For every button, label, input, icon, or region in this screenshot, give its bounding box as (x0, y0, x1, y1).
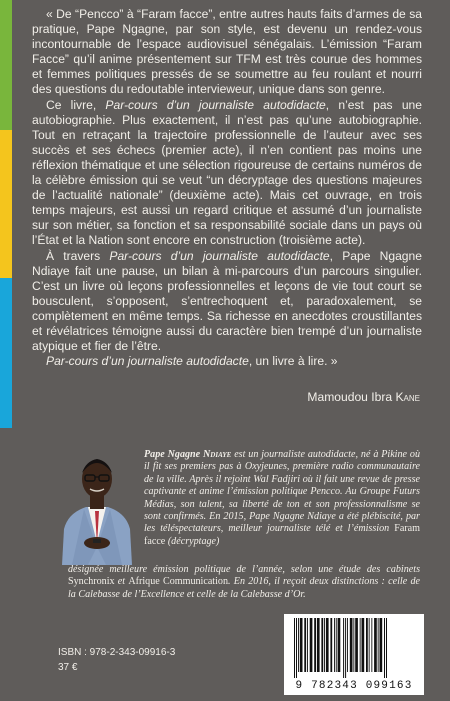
author-biography-continued: désignée meilleure émission politique de l’année, selon une étude des cabinets Synchronix et Afrique Communication. En 2016, il reçoit deux distinctions : celle de la Calebasse de l’Excellence et celle de la Calebasse d’Or. (68, 564, 420, 600)
author-biography: Pape Ngagne Ndiaye est un journaliste autodidacte, né à Pikine où il fit ses premiers pas à Oxyjeunes, première radio communautaire de la ville. Après il rejoint Wal Fadjiri où il fait une revue de presse captivante et anime l’émission politique Pencco. Au Groupe Futurs Médias, son talent, sa liberté de ton et son professionnalisme se sont confirmés. En 2015, Pape Ngagne Ndiaye a été plébiscité, par les téléspectateurs, meilleur journaliste télé et l’émission Faram facce (décryptage) (144, 449, 420, 547)
barcode (284, 614, 424, 695)
blurb-paragraph-1: « De “Pencco” à “Faram facce”, entre autres hauts faits d’armes de sa pratique, Pape Ngagne, par son style, est devenu un rendez-vous incontournable de l’espace audiovisuel sénégalais. L’émission “Faram Facce” qu’il anime présentement sur TFM est très courue des hommes et femmes politiques pressés de se soumettre au feu roulant et nourri des questions du redoutable intervieweur, unique dans son genre. (32, 7, 422, 97)
back-cover-blurb (32, 7, 422, 369)
author-portrait (58, 447, 136, 565)
blurb-paragraph-4: Par-cours d’un journaliste autodidacte, un livre à lire. » (46, 354, 338, 369)
barcode-bars (290, 618, 418, 678)
price-label: 37 € (58, 662, 78, 673)
color-stripe-bottom (0, 428, 12, 701)
color-stripe-green (0, 0, 12, 130)
blurb-signature: Mamoudou Ibra Kane (307, 390, 420, 404)
book-title: Par-cours d’un journaliste autodidacte (105, 97, 326, 112)
barcode-digits: 9 782343 099163 (295, 680, 413, 692)
isbn-label: ISBN : 978-2-343-09916-3 (58, 647, 176, 658)
blurb-paragraph-3: À travers Par-cours d’un journaliste autodidacte, Pape Ngagne Ndiaye fait une pause, un bilan à mi-parcours d’un parcours singulier. C’est un livre où leçons professionnelles et leçons de vie tout court se bousculent, s’opposent, s’entrechoquent et, paradoxalement, se complètement en même temps. Sa richesse en anecdotes croustillantes et révélatrices témoigne aussi du caractère bien trempé d’un journaliste atypique et fier de l’être. (32, 248, 422, 354)
book-title: Par-cours d’un journaliste autodidacte (109, 248, 330, 263)
book-title: Par-cours d’un journaliste autodidacte (46, 354, 249, 369)
color-stripe-yellow (0, 130, 12, 278)
color-stripe-blue (0, 278, 12, 428)
blurb-paragraph-2: Ce livre, Par-cours d’un journaliste autodidacte, n’est pas une autobiographie. Plus exactement, il n’est pas qu’une autobiographie. Tout en retraçant la trajectoire professionnelle de l’auteur avec ses succès et ses échecs (premier acte), il n’en contient pas moins une réflexion thématique et une sélection rigoureuse de certains numéros de la célèbre émission qui se veut “un décryptage des questions majeures de l’actualité nationale” (deuxième acte). Mais cet ouvrage, en trois temps majeurs, est aussi un regard critique et assumé d’un journaliste sur son métier, sa fonction et sa responsabilité sociale dans un pays où l’État et la Nation sont encore en construction (troisième acte). (32, 97, 422, 248)
